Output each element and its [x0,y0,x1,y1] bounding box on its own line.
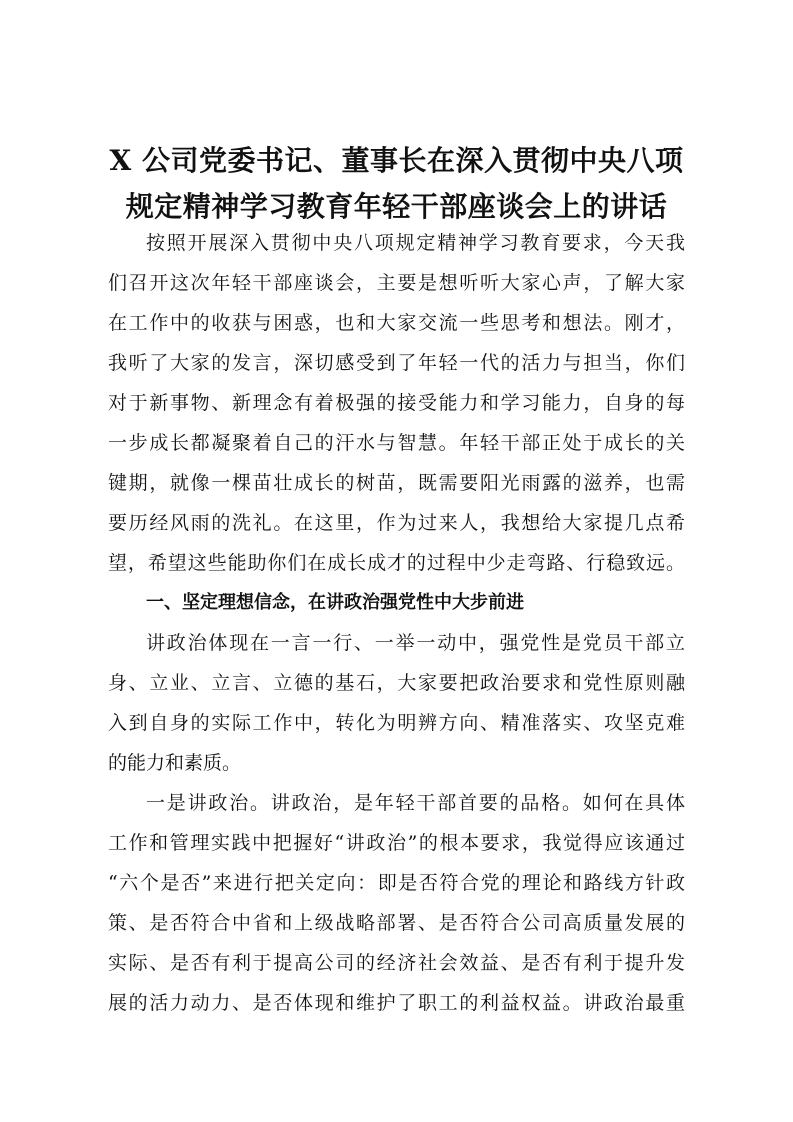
document-title-line-1: X 公司党委书记、董事长在深入贯彻中央八项 [109,144,684,177]
paragraph-1-line-2: 们召开这次年轻干部座谈会，主要是想听听大家心声，了解大家 [108,272,685,294]
paragraph-3-line-6: 展的活力动力、是否体现和维护了职工的利益权益。讲政治最重 [108,992,685,1014]
paragraph-1-line-1: 按照开展深入贯彻中央八项规定精神学习教育要求，今天我 [146,232,685,254]
paragraph-1-line-4: 我听了大家的发言，深切感受到了年轻一代的活力与担当，你们 [108,352,685,374]
paragraph-3-line-2: 工作和管理实践中把握好“讲政治”的根本要求，我觉得应该通过 [108,832,685,854]
paragraph-1-line-5: 对于新事物、新理念有着极强的接受能力和学习能力，自身的每 [108,392,685,414]
paragraph-3-line-3: “六个是否”来进行把关定向：即是否符合党的理论和路线方针政 [108,872,685,894]
paragraph-1-line-6: 一步成长都凝聚着自己的汗水与智慧。年轻干部正处于成长的关 [108,432,685,454]
paragraph-2-line-2: 身、立业、立言、立德的基石，大家要把政治要求和党性原则融 [108,672,685,694]
paragraph-1-line-7: 键期，就像一棵苗壮成长的树苗，既需要阳光雨露的滋养，也需 [108,472,685,494]
section-heading-1: 一、坚定理想信念，在讲政治强党性中大步前进 [146,592,524,613]
paragraph-1-line-9: 望，希望这些能助你们在成长成才的过程中少走弯路、行稳致远。 [108,552,685,574]
paragraph-2-line-3: 入到自身的实际工作中，转化为明辨方向、精准落实、攻坚克难 [108,712,685,734]
paragraph-3-line-5: 实际、是否有利于提高公司的经济社会效益、是否有利于提升发 [108,952,685,974]
paragraph-2-line-1: 讲政治体现在一言一行、一举一动中，强党性是党员干部立 [146,632,685,654]
paragraph-1-line-8: 要历经风雨的洗礼。在这里，作为过来人，我想给大家提几点希 [108,512,685,534]
paragraph-3-line-4: 策、是否符合中省和上级战略部署、是否符合公司高质量发展的 [108,912,685,934]
paragraph-1-line-3: 在工作中的收获与困惑，也和大家交流一些思考和想法。刚才， [108,312,685,334]
paragraph-2-line-4: 的能力和素质。 [108,752,242,774]
paragraph-3-line-1: 一是讲政治。讲政治，是年轻干部首要的品格。如何在具体 [146,792,685,814]
document-title-line-2: 规定精神学习教育年轻干部座谈会上的讲话 [125,190,668,223]
